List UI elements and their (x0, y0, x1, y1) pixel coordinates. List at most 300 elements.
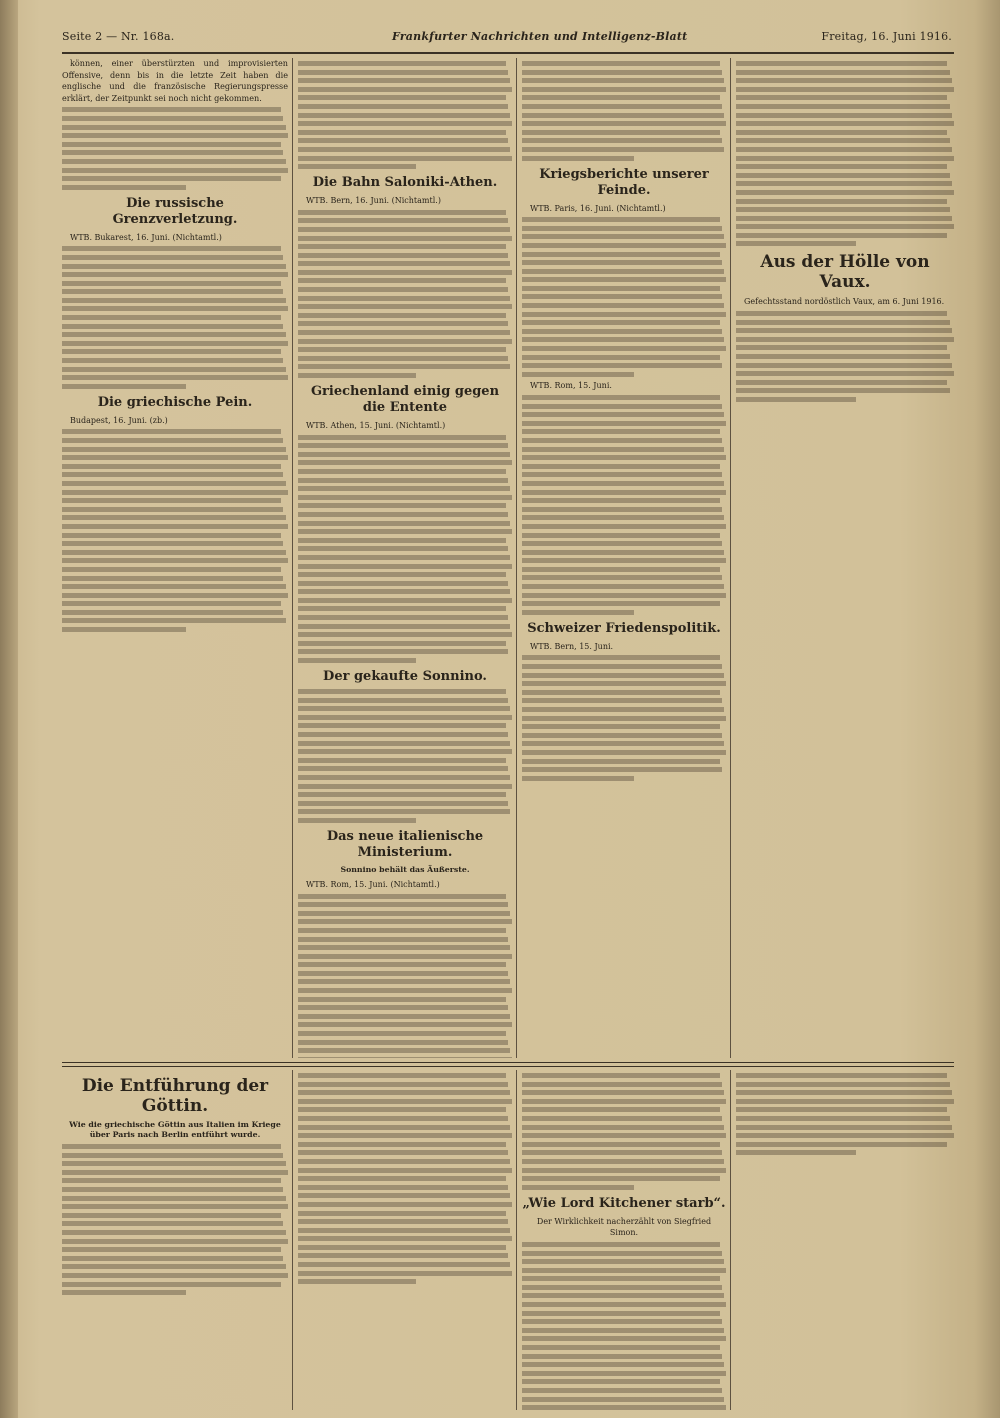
text-line (298, 919, 512, 924)
text-line (62, 490, 288, 495)
headline-greek-pain: Die griechische Pein. (97, 394, 253, 410)
text-line (298, 244, 506, 249)
text-line (298, 356, 508, 361)
text-line (62, 481, 286, 486)
text-line (522, 1276, 720, 1281)
text-line (62, 533, 281, 538)
text-line (298, 121, 512, 126)
text-line (736, 224, 954, 229)
text-line (298, 104, 508, 109)
header-rule (62, 52, 954, 54)
dateline: WTB. Rom, 15. Juni. (530, 381, 612, 391)
filler-text (298, 61, 512, 169)
text-line (736, 138, 950, 143)
text-line (62, 384, 186, 389)
dateline: WTB. Athen, 15. Juni. (Nichtamtl.) (306, 421, 446, 430)
column-divider (730, 1070, 731, 1410)
text-line (522, 1073, 720, 1078)
text-line (522, 121, 726, 126)
text-line (62, 255, 283, 260)
text-line (62, 515, 286, 520)
text-line (522, 507, 722, 512)
text-line (298, 70, 508, 75)
text-line (298, 460, 512, 465)
text-line (522, 346, 726, 351)
text-line (298, 1107, 506, 1112)
text-line (522, 541, 722, 546)
column-1 (62, 58, 288, 1058)
issue-date: Freitag, 16. Juni 1916. (821, 30, 952, 43)
text-line (522, 1142, 720, 1147)
text-line (298, 1168, 512, 1173)
text-line (298, 988, 512, 993)
column-2 (298, 58, 512, 1058)
text-line (736, 320, 950, 325)
text-line (522, 421, 726, 426)
text-line (298, 1014, 510, 1019)
text-line (298, 236, 512, 241)
text-line (62, 1213, 281, 1218)
text-line (298, 287, 508, 292)
filler-text (522, 655, 726, 780)
text-line (736, 121, 954, 126)
text-line (62, 168, 288, 173)
text-line (522, 1159, 724, 1164)
text-line (62, 1178, 281, 1183)
text-line (736, 328, 952, 333)
text-line (62, 1170, 288, 1175)
text-line (298, 373, 416, 378)
text-line (298, 555, 510, 560)
text-line (522, 681, 726, 686)
text-line (522, 567, 720, 572)
text-line (62, 1273, 288, 1278)
filler-text (522, 217, 726, 377)
text-line (62, 1282, 281, 1287)
text-line (736, 61, 947, 66)
text-line (522, 593, 726, 598)
text-line (736, 371, 954, 376)
text-line (62, 324, 283, 329)
text-line (62, 627, 186, 632)
text-line (298, 1219, 508, 1224)
text-line (522, 312, 726, 317)
text-line (62, 429, 281, 434)
text-line (522, 1185, 634, 1190)
text-line (522, 1371, 726, 1376)
text-line (62, 1221, 283, 1226)
text-line (522, 395, 720, 400)
text-line (736, 233, 947, 238)
filler-text (62, 1144, 288, 1295)
text-line (298, 911, 510, 916)
text-line (62, 264, 286, 269)
text-line (298, 758, 506, 763)
text-line (522, 447, 724, 452)
text-line (522, 337, 724, 342)
text-line (522, 1176, 720, 1181)
text-line (298, 1125, 510, 1130)
text-line (736, 1107, 947, 1112)
column-divider (292, 58, 293, 1058)
text-line (736, 380, 947, 385)
text-line (298, 564, 512, 569)
text-line (298, 979, 510, 984)
text-line (298, 512, 508, 517)
text-line (522, 1311, 720, 1316)
dateline: Gefechtsstand nordöstlich Vaux, am 6. Juni 1916. (744, 297, 945, 307)
dateline: WTB. Rom, 15. Juni. (Nichtamtl.) (306, 879, 440, 889)
text-line (298, 598, 512, 603)
text-line (522, 464, 720, 469)
text-line (522, 138, 722, 143)
text-line (62, 1204, 288, 1209)
text-line (298, 1262, 510, 1267)
text-line (62, 618, 286, 623)
text-line (298, 606, 506, 611)
text-line (298, 1116, 508, 1121)
text-line (522, 1285, 722, 1290)
text-line (522, 269, 724, 274)
text-line (522, 716, 726, 721)
column-divider (516, 58, 517, 1058)
text-line (298, 478, 508, 483)
text-line (298, 792, 506, 797)
text-line (522, 690, 720, 695)
column-4 (736, 58, 954, 1058)
text-line (62, 1290, 186, 1295)
text-line (522, 741, 724, 746)
text-line (298, 581, 508, 586)
text-line (298, 364, 510, 369)
text-line (298, 1253, 508, 1258)
text-line (522, 1251, 722, 1256)
lower-column-3 (522, 1070, 726, 1410)
text-line (522, 1082, 722, 1087)
text-line (298, 78, 510, 83)
text-line (298, 1150, 508, 1155)
text-line (62, 558, 288, 563)
text-line (62, 349, 281, 354)
subheadline: Wie die griechische Göttin aus Italien im Kriege über Paris nach Berlin entführt wurde. (69, 1120, 281, 1139)
text-line (62, 150, 283, 155)
text-line (522, 130, 720, 135)
lower-column-1 (62, 1070, 288, 1410)
text-line (522, 1405, 726, 1410)
feuilleton-rule (62, 1062, 954, 1063)
text-line (522, 1388, 722, 1393)
text-line (522, 363, 722, 368)
text-line (522, 372, 634, 377)
text-line (62, 524, 288, 529)
byline: Der Wirklichkeit nacherzählt von Siegfried Simon. (536, 1216, 712, 1238)
text-line (62, 1187, 283, 1192)
text-line (298, 521, 510, 526)
text-line (298, 689, 506, 694)
text-line (522, 698, 722, 703)
text-line (522, 575, 722, 580)
text-line (62, 159, 286, 164)
text-line (522, 95, 720, 100)
text-line (298, 270, 512, 275)
text-line (736, 78, 952, 83)
text-line (62, 185, 186, 190)
text-line (62, 541, 283, 546)
text-line (298, 529, 512, 534)
filler-text (522, 61, 726, 161)
text-line (62, 176, 281, 181)
text-line (522, 156, 634, 161)
text-line (298, 902, 508, 907)
text-line (298, 1142, 506, 1147)
text-line (522, 113, 724, 118)
text-line (298, 253, 508, 258)
text-line (522, 1319, 722, 1324)
text-line (298, 766, 508, 771)
headline-kitchener: „Wie Lord Kitchener starb“. (522, 1195, 726, 1211)
text-line (62, 1264, 286, 1269)
text-line (298, 443, 508, 448)
text-line (522, 664, 722, 669)
text-line (522, 490, 726, 495)
text-line (736, 397, 856, 402)
text-line (62, 125, 286, 130)
text-line (522, 601, 720, 606)
text-line (522, 733, 722, 738)
text-line (736, 113, 952, 118)
filler-text (298, 210, 512, 378)
text-line (298, 61, 506, 66)
filler-text (62, 429, 288, 632)
text-line (298, 503, 506, 508)
binding-gutter (0, 0, 18, 1418)
text-line (522, 147, 724, 152)
filler-text (62, 107, 288, 189)
lower-column-4 (736, 1070, 954, 1410)
text-line (522, 584, 724, 589)
text-line (522, 243, 726, 248)
text-line (298, 572, 506, 577)
text-line (522, 1397, 724, 1402)
text-line (298, 130, 506, 135)
text-line (522, 558, 726, 563)
text-line (298, 894, 506, 899)
text-line (62, 610, 283, 615)
text-line (736, 1082, 950, 1087)
masthead-title: Frankfurter Nachrichten und Intelligenz-Blatt (392, 30, 688, 43)
headline-greece-entente: Griechenland einig gegen die Entente (310, 384, 500, 415)
text-line (62, 1153, 283, 1158)
text-line (62, 438, 283, 443)
text-line (522, 724, 720, 729)
text-line (522, 1259, 724, 1264)
text-line (298, 87, 512, 92)
headline-hell-of-vaux: Aus der Hölle von Vaux. (760, 252, 930, 293)
text-line (522, 610, 634, 615)
text-line (522, 294, 722, 299)
text-line (736, 388, 950, 393)
text-line (298, 227, 510, 232)
text-line (298, 928, 506, 933)
text-line (298, 589, 510, 594)
text-line (522, 226, 722, 231)
text-line (298, 1236, 512, 1241)
text-line (298, 1040, 508, 1045)
text-line (62, 567, 281, 572)
text-line (522, 472, 722, 477)
text-line (736, 1133, 954, 1138)
text-line (522, 515, 724, 520)
text-line (522, 1242, 720, 1247)
text-line (298, 818, 416, 823)
text-line (298, 997, 506, 1002)
text-line (522, 524, 726, 529)
text-line (298, 784, 512, 789)
text-line (522, 767, 722, 772)
page-header (62, 28, 952, 50)
text-line (298, 1202, 512, 1207)
column-divider (516, 1070, 517, 1410)
text-line (522, 70, 722, 75)
text-line (736, 1125, 952, 1130)
text-line (522, 673, 724, 678)
text-line (298, 304, 512, 309)
text-line (736, 190, 954, 195)
text-line (298, 1090, 510, 1095)
text-line (62, 576, 283, 581)
text-line (298, 495, 512, 500)
text-line (298, 706, 510, 711)
text-line (298, 1031, 506, 1036)
filler-text (522, 395, 726, 615)
text-line (522, 1379, 720, 1384)
text-line (736, 1099, 954, 1104)
text-line (522, 1328, 724, 1333)
text-line (522, 1168, 726, 1173)
headline-italian-ministry: Das neue italienische Ministerium. (326, 828, 484, 860)
filler-text (522, 1242, 726, 1410)
text-line (522, 1125, 724, 1130)
text-line (298, 615, 508, 620)
text-line (522, 776, 634, 781)
text-line (298, 1057, 512, 1058)
text-line (298, 715, 512, 720)
text-line (522, 78, 724, 83)
text-line (298, 347, 506, 352)
subheadline: Sonnino behält das Äußerste. (340, 864, 470, 874)
text-line (736, 337, 954, 342)
text-line (736, 104, 950, 109)
text-line (298, 723, 506, 728)
dateline: WTB. Bern, 15. Juni. (530, 641, 614, 651)
text-line (298, 801, 508, 806)
text-line (736, 363, 952, 368)
text-line (736, 173, 950, 178)
text-line (298, 313, 506, 318)
text-line (522, 1268, 726, 1273)
text-line (298, 156, 512, 161)
text-line (522, 438, 722, 443)
text-line (298, 546, 508, 551)
filler-text (736, 61, 954, 246)
dateline: WTB. Bern, 16. Juni. (Nichtamtl.) (306, 196, 441, 206)
text-line (522, 1133, 726, 1138)
headline-saloniki-athen: Die Bahn Saloniki-Athen. (312, 175, 498, 191)
text-line (62, 332, 286, 337)
text-line (736, 207, 950, 212)
text-line (522, 329, 722, 334)
text-line (298, 1228, 510, 1233)
dateline: WTB. Bukarest, 16. Juni. (Nichtamtl.) (70, 232, 222, 242)
text-line (298, 945, 510, 950)
text-line (736, 87, 954, 92)
text-line (62, 601, 281, 606)
text-line (298, 469, 506, 474)
text-line (522, 707, 724, 712)
text-line (298, 971, 508, 976)
text-line (522, 1107, 720, 1112)
text-line (736, 95, 947, 100)
text-line (62, 1247, 281, 1252)
text-line (522, 303, 724, 308)
filler-text (736, 1073, 954, 1155)
text-line (62, 1256, 283, 1261)
headline-enemy-reports: Kriegsberichte unserer Feinde. (539, 166, 709, 198)
text-line (736, 147, 952, 152)
text-line (736, 311, 947, 316)
text-line (522, 759, 720, 764)
text-line (522, 750, 726, 755)
text-line (522, 533, 720, 538)
text-line (522, 87, 726, 92)
headline-russian-border: Die russische Grenzverletzung. (112, 195, 238, 227)
text-line (736, 1073, 947, 1078)
column-divider (730, 58, 731, 1058)
text-line (298, 210, 506, 215)
text-line (62, 1196, 286, 1201)
text-line (736, 70, 950, 75)
text-line (522, 455, 726, 460)
text-line (522, 104, 722, 109)
text-line (736, 1116, 950, 1121)
filler-text (62, 246, 288, 389)
headline-swiss-peace-policy: Schweizer Friedenspolitik. (527, 620, 721, 636)
text-line (522, 1099, 726, 1104)
text-line (522, 320, 720, 325)
text-line (522, 481, 724, 486)
text-line (298, 138, 508, 143)
text-line (298, 624, 510, 629)
text-line (522, 252, 720, 257)
text-line (298, 452, 510, 457)
text-line (298, 538, 506, 543)
text-line (62, 289, 283, 294)
text-line (298, 435, 506, 440)
text-line (522, 498, 720, 503)
text-line (62, 1161, 286, 1166)
text-line (298, 339, 512, 344)
text-line (736, 156, 954, 161)
text-line (522, 550, 724, 555)
headline-sonnino: Der gekaufte Sonnino. (323, 669, 487, 685)
text-line (736, 216, 952, 221)
text-line (298, 962, 506, 967)
text-line (298, 1082, 508, 1087)
text-line (298, 278, 506, 283)
text-line (62, 1239, 288, 1244)
text-line (62, 584, 286, 589)
text-line (298, 954, 512, 959)
